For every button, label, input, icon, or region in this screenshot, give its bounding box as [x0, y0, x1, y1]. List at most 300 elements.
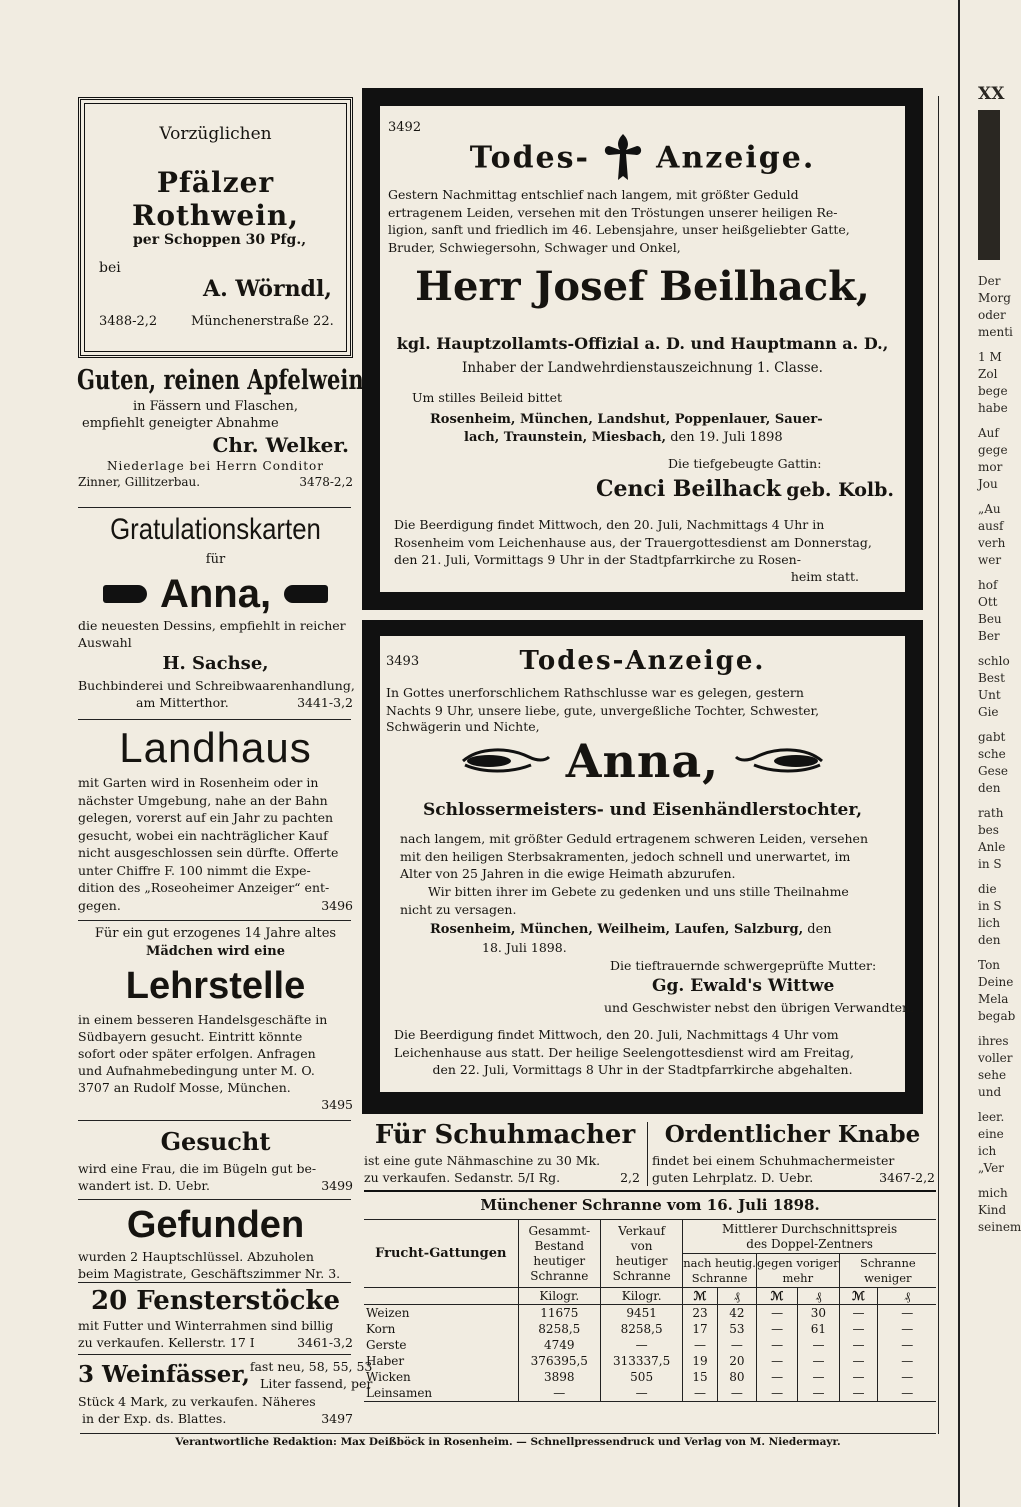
obit1-funeral-line: den 21. Juli, Vormittags 9 Uhr in der Stadtpfarrkirche zu Rosen-	[394, 552, 801, 567]
obit2-family: und Geschwister nebst den übrigen Verwandten.	[604, 1000, 915, 1015]
header-stock-l1: Gesammt-	[528, 1223, 591, 1238]
obit1-widow-nee: geb. Kolb.	[786, 479, 894, 501]
lehrstelle-row	[78, 1045, 353, 1062]
obit1-intro-row	[388, 239, 897, 257]
header-more-l1: gegen voriger	[756, 1255, 839, 1270]
gratulation-l2: Auswahl	[78, 634, 132, 650]
apfelwein-l1: in Fässern und Flaschen,	[133, 399, 298, 414]
cell-stock: 376395,5	[518, 1353, 600, 1369]
obit2-title: Todes-Anzeige.	[519, 646, 766, 676]
gefunden-title: Gefunden	[126, 1204, 305, 1246]
strip-fragment: ich	[978, 1144, 997, 1158]
obit2-name: Anna,	[565, 734, 720, 788]
cell-grain: Gerste	[364, 1337, 518, 1353]
rothwein-headline: Pfälzer Rothwein,	[132, 166, 299, 232]
obit1-funeral-row	[394, 516, 891, 534]
apfelwein-l3: Niederlage bei Herrn Conditor	[106, 459, 324, 473]
ad-fenster	[78, 1285, 353, 1351]
lehrstelle-line: Südbayern gesucht. Eintritt könnte	[78, 1029, 303, 1044]
lehrstelle-line: in einem besseren Handelsgeschäfte in	[78, 1012, 328, 1027]
weinfaesser-l4: in der Exp. ds. Blattes.	[82, 1411, 227, 1426]
header-more-l2: mehr	[782, 1270, 814, 1285]
header-stock-l3: heutiger	[533, 1253, 586, 1268]
schranne-title: Münchener Schranne vom 16. Juli 1898.	[480, 1196, 820, 1214]
mourning-bar	[362, 1092, 923, 1114]
obit2-body-line: nach langem, mit größter Geduld ertragenem schweren Leiden, versehen	[400, 831, 868, 846]
lehrstelle-title: Lehrstelle	[125, 965, 306, 1007]
cell-sold: 313337,5	[601, 1353, 683, 1369]
strip-fragment: den	[978, 933, 1001, 947]
obit1-title-left: Todes-	[469, 140, 590, 176]
divider	[78, 920, 351, 921]
strip-fragment: sche	[978, 747, 1006, 761]
strip-fragment: mich	[978, 1186, 1008, 1200]
landhaus-line: nächster Umgebung, nahe an der Bahn	[78, 792, 328, 808]
strip-fragment: Morg	[978, 291, 1011, 305]
ad-gratulation	[78, 510, 355, 710]
cell-sold: —	[601, 1385, 683, 1402]
weinfaesser-r1: fast neu, 58, 55, 53	[249, 1359, 373, 1374]
lehrstelle-body	[78, 1011, 353, 1096]
cell-sold: 8258,5	[601, 1321, 683, 1337]
obit1-intro-line: ertragenem Leiden, versehen mit den Tröstungen unserer heiligen Re-	[388, 204, 838, 220]
cell-p: —	[717, 1385, 756, 1402]
cell-mm: —	[756, 1353, 797, 1369]
mourning-bar	[362, 620, 923, 636]
cell-lm: —	[839, 1321, 878, 1337]
obit1-funeral-last: heim statt.	[790, 569, 859, 584]
strip-fragment: und	[978, 1085, 1002, 1099]
obit2-occupation: Schlossermeisters- und Eisenhändlerstochter,	[422, 800, 863, 820]
obit1-funeral	[394, 516, 891, 569]
strip-fragment: Deine	[978, 975, 1014, 989]
strip-fragment: begab	[978, 1009, 1016, 1023]
strip-fragment: Unt	[978, 688, 1001, 702]
strip-fragment: Gie	[978, 705, 999, 719]
header-stock	[518, 1220, 600, 1288]
obit1-places2b: den 19. Juli 1898	[670, 430, 783, 445]
strip-fragment: in S	[978, 899, 1002, 913]
divider	[80, 1433, 936, 1434]
obit2-funeral-row	[394, 1044, 891, 1062]
cross-icon	[601, 132, 645, 184]
cell-grain: Korn	[364, 1321, 518, 1337]
gratulation-fur: für	[205, 552, 226, 567]
strip-fragment: ausf	[978, 519, 1004, 533]
obit2-places: Rosenheim, München, Weilheim, Laufen, Salzburg,	[430, 922, 804, 937]
cell-mm: —	[756, 1337, 797, 1353]
schuhmacher-l1: ist eine gute Nähmaschine zu 30 Mk.	[364, 1153, 601, 1168]
landhaus-line: nicht ausgeschlossen sein dürfte. Offerte	[78, 845, 339, 860]
header-today-l1: nach heutig.	[683, 1255, 756, 1270]
gefunden-l2: beim Magistrate, Geschäftszimmer Nr. 3.	[78, 1266, 341, 1281]
header-sale-l2: von	[630, 1238, 653, 1253]
obit1-places1: Rosenheim, München, Landshut, Poppenlauer, Sauer-	[430, 412, 823, 427]
header-less-l2: weniger	[864, 1270, 912, 1285]
cell-lp: —	[901, 1322, 914, 1336]
ad-gesucht	[78, 1124, 353, 1196]
apfelwein-seller: Chr. Welker.	[212, 433, 349, 457]
obit2-intro-line: In Gottes unerforschlichem Rathschlusse war es gelegen, gestern	[386, 685, 804, 700]
unit-pf: ₰	[798, 1288, 839, 1305]
cell-mm: —	[756, 1385, 797, 1402]
strip-fragment: leer.	[978, 1110, 1005, 1124]
gesucht-title: Gesucht	[160, 1127, 271, 1156]
cell-sold: 505	[601, 1369, 683, 1385]
obit2-funeral-last: den 22. Juli, Vormittags 8 Uhr in der Stadtpfarrkirche abgehalten.	[432, 1062, 853, 1077]
cell-sold: 9451	[601, 1305, 683, 1322]
strip-fragment: menti	[978, 325, 1013, 339]
strip-fragment: Zol	[978, 367, 998, 381]
landhaus-line: unter Chiffre F. 100 nimmt die Expe-	[78, 862, 311, 878]
page-gutter	[958, 0, 960, 1507]
cell-mm: —	[756, 1369, 797, 1385]
lehrstelle-number: 3495	[321, 1097, 353, 1112]
ad-apfelwein	[77, 364, 364, 489]
knabe-l1: findet bei einem Schuhmachermeister	[652, 1153, 895, 1168]
knabe-title: Ordentlicher Knabe	[664, 1121, 921, 1148]
lehrstelle-line: und Aufnahmebedingung unter M. O.	[78, 1063, 315, 1078]
cell-mm: —	[756, 1321, 797, 1337]
header-less-l1: Schranne	[859, 1255, 916, 1270]
obit2-body	[400, 830, 885, 883]
strip-fragment: Beu	[978, 612, 1002, 626]
header-grain: Frucht-Gattungen	[364, 1220, 518, 1288]
header-more	[756, 1254, 839, 1288]
strip-fragment: den	[978, 781, 1001, 795]
strip-fragment: eine	[978, 1127, 1004, 1141]
cell-sold: —	[601, 1337, 683, 1353]
strip-fragment: verh	[978, 536, 1006, 550]
column-divider	[647, 1122, 648, 1186]
flourish-icon	[459, 743, 551, 779]
unit-pf: ₰	[717, 1288, 756, 1305]
cell-grain: Haber	[364, 1353, 518, 1369]
strip-big-letter	[978, 110, 1000, 260]
landhaus-row	[78, 827, 353, 845]
cell-stock: 8258,5	[518, 1321, 600, 1337]
rothwein-address: Münchenerstraße 22.	[191, 314, 334, 329]
landhaus-title: Landhaus	[119, 724, 312, 771]
rothwein-number: 3488-2,2	[99, 314, 158, 329]
schuhmacher-number: 2,2	[620, 1170, 640, 1185]
strip-fragment: schlo	[978, 654, 1010, 668]
landhaus-number: 3496	[321, 897, 353, 913]
cell-stock: 4749	[518, 1337, 600, 1353]
column-divider	[938, 96, 939, 1434]
unit-mark: ℳ	[756, 1288, 797, 1305]
cell-p: 20	[717, 1353, 756, 1369]
landhaus-row	[78, 862, 353, 880]
apfelwein-l4: Zinner, Gillitzerbau.	[78, 475, 201, 489]
strip-fragment: Der	[978, 274, 1001, 288]
obit1-beileid: Um stilles Beileid bittet	[412, 390, 562, 405]
landhaus-body	[78, 774, 353, 897]
landhaus-row	[78, 809, 353, 827]
cell-lp: —	[901, 1306, 914, 1320]
cell-m: 15	[683, 1369, 718, 1385]
strip-fragment: 1 M	[978, 350, 1002, 364]
cell-lp: —	[901, 1370, 914, 1384]
obit2-funeral-line: Leichenhause aus statt. Der heilige Seelengottesdienst wird am Freitag,	[394, 1044, 854, 1060]
strip-fragment: Anle	[978, 840, 1006, 854]
divider	[78, 507, 351, 508]
mourning-bar	[362, 88, 923, 106]
divider	[78, 1199, 351, 1200]
imprint: Verantwortliche Redaktion: Max Deißböck in Rosenheim. — Schnellpressendruck und Verlag von M. Niedermayr.	[175, 1436, 841, 1448]
cell-m: 23	[683, 1305, 718, 1322]
strip-fragment: ihres	[978, 1034, 1009, 1048]
strip-fragment: in S	[978, 857, 1002, 871]
weinfaesser-title: 3 Weinfässer,	[78, 1361, 250, 1388]
strip-fragment: seinem	[978, 1220, 1021, 1234]
divider	[364, 1190, 936, 1192]
obit1-gattin: Die tiefgebeugte Gattin:	[668, 456, 822, 471]
ad-gefunden	[78, 1202, 353, 1280]
fenster-l2: zu verkaufen. Kellerstr. 17 I	[78, 1335, 255, 1350]
obit2-intro	[386, 684, 899, 719]
ad-knabe	[650, 1118, 935, 1190]
apfelwein-title: Guten, reinen Apfelwein	[77, 365, 364, 396]
cell-grain: Leinsamen	[364, 1385, 518, 1402]
obit1-intro	[388, 186, 897, 256]
obit2-funeral-line: Die Beerdigung findet Mittwoch, den 20. Juli, Nachmittags 4 Uhr vom	[394, 1027, 839, 1042]
unit-pf: ₰	[904, 1289, 911, 1303]
obit1-name: Herr Josef Beilhack,	[415, 263, 870, 310]
strip-fragment: sehe	[978, 1068, 1007, 1082]
obit2-body-line: Alter von 25 Jahren in die ewige Heimath abzurufen.	[400, 866, 736, 881]
cell-grain: Wicken	[364, 1369, 518, 1385]
mourning-bar	[362, 592, 923, 610]
obit2-funeral	[394, 1026, 891, 1061]
divider	[78, 1120, 351, 1121]
landhaus-row	[78, 879, 353, 897]
cell-mp: —	[798, 1369, 839, 1385]
apfelwein-l2: empfiehlt geneigter Abnahme	[82, 416, 279, 431]
strip-fragment: oder	[978, 308, 1006, 322]
flourish-icon	[734, 743, 826, 779]
obit2-body-row	[400, 830, 885, 848]
table-row	[364, 1305, 936, 1322]
cell-lp: —	[901, 1386, 914, 1400]
gefunden-l1: wurden 2 Hauptschlüssel. Abzuholen	[78, 1249, 314, 1264]
strip-fragment: habe	[978, 401, 1008, 415]
landhaus-row	[78, 844, 353, 862]
obit2-body-row	[400, 848, 885, 866]
strip-fragment: lich	[978, 916, 1001, 930]
strip-fragment: mor	[978, 460, 1003, 474]
fenster-number: 3461-3,2	[297, 1335, 353, 1350]
obit2-bitten2: nicht zu versagen.	[400, 902, 517, 917]
obit1-decoration: Inhaber der Landwehrdienstauszeichnung 1. Classe.	[462, 360, 823, 376]
divider	[78, 1282, 351, 1283]
obit2-bitten: Wir bitten ihrer im Gebete zu gedenken und uns stille Theilnahme	[428, 884, 849, 899]
strip-fragment: „Ver	[978, 1161, 1004, 1175]
obit1-intro-row	[388, 221, 897, 239]
unit-cell-empty	[364, 1288, 518, 1305]
cell-m: —	[683, 1385, 718, 1402]
cell-lm: —	[839, 1353, 878, 1369]
header-sale-l3: heutiger	[615, 1253, 668, 1268]
unit-mark: ℳ	[683, 1288, 718, 1305]
rothwein-price: per Schoppen 30 Pfg.,	[133, 232, 307, 248]
lehrstelle-row	[78, 1028, 353, 1045]
cell-mp: —	[798, 1385, 839, 1402]
cell-mm: —	[756, 1305, 797, 1322]
header-price	[683, 1220, 936, 1254]
table-row	[364, 1337, 936, 1353]
table-row	[364, 1321, 936, 1337]
gratulation-l3: Buchbinderei und Schreibwaarenhandlung,	[78, 677, 355, 693]
cell-lp: —	[901, 1354, 914, 1368]
gesucht-l1: wird eine Frau, die im Bügeln gut be-	[78, 1161, 317, 1176]
strip-fragment: Mela	[978, 992, 1009, 1006]
cell-m: —	[683, 1337, 718, 1353]
obit2-date: 18. Juli 1898.	[482, 940, 567, 955]
obit2-mutter: Die tieftrauernde schwergeprüfte Mutter:	[610, 958, 877, 973]
apfelwein-number: 3478-2,2	[299, 475, 353, 489]
strip-fragment: Ber	[978, 629, 1000, 643]
obit1-funeral-line: Rosenheim vom Leichenhause aus, der Trauergottesdienst am Donnerstag,	[394, 534, 872, 550]
table-row	[364, 1369, 936, 1385]
strip-fragment: die	[978, 882, 997, 896]
obit1-intro-row	[388, 204, 897, 222]
table-row	[364, 1385, 936, 1402]
header-sale	[601, 1220, 683, 1288]
strip-top: XX	[978, 84, 1005, 104]
cell-p: —	[717, 1337, 756, 1353]
strip-fragment: hof	[978, 578, 998, 592]
cell-lm: —	[839, 1305, 878, 1322]
obit1-intro-row	[388, 186, 897, 204]
schranne-table	[364, 1219, 936, 1402]
landhaus-line: gesucht, wobei ein nachträglicher Kauf	[78, 827, 328, 843]
landhaus-line: mit Garten wird in Rosenheim oder in	[78, 775, 319, 790]
strip-fragment: gabt	[978, 730, 1006, 744]
gratulation-title: Gratulationskarten	[110, 513, 321, 546]
obit2-body-line: mit den heiligen Sterbsakramenten, jedoch schnell und unerwartet, im	[400, 848, 851, 864]
cell-stock: 3898	[518, 1369, 600, 1385]
lehrstelle-row	[78, 1011, 353, 1028]
cell-lp: —	[901, 1338, 914, 1352]
obit2-body-row	[400, 865, 885, 883]
cell-mp: 61	[798, 1321, 839, 1337]
cell-stock: 11675	[518, 1305, 600, 1322]
landhaus-last: gegen.	[78, 897, 121, 913]
strip-fragment: rath	[978, 806, 1004, 820]
weinfaesser-l3: Stück 4 Mark, zu verkaufen. Näheres	[78, 1394, 316, 1409]
schuhmacher-title: Für Schuhmacher	[374, 1120, 636, 1150]
lehrstelle-row	[78, 1062, 353, 1079]
strip-fragment: Ott	[978, 595, 998, 609]
fenster-l1: mit Futter und Winterrahmen sind billig	[78, 1318, 334, 1333]
strip-fragment: „Au	[978, 502, 1001, 516]
cell-grain: Weizen	[364, 1305, 518, 1322]
unit-kilogr: Kilogr.	[601, 1288, 683, 1305]
lehrstelle-l1: Für ein gut erzogenes 14 Jahre altes	[94, 926, 337, 941]
weinfaesser-r2: Liter fassend, per	[260, 1376, 373, 1391]
cell-lm: —	[839, 1337, 878, 1353]
gratulation-seller: H. Sachse,	[162, 652, 269, 674]
landhaus-row	[78, 792, 353, 810]
cell-m: 19	[683, 1353, 718, 1369]
ad-landhaus	[78, 722, 353, 918]
cell-stock: —	[518, 1385, 600, 1402]
cell-p: 42	[717, 1305, 756, 1322]
gratulation-l4: am Mitterthor.	[136, 694, 229, 710]
gratulation-l1-text: die neuesten Dessins, empfiehlt in reicher	[78, 617, 346, 633]
obit2-number: 3493	[386, 654, 420, 669]
header-today-l2: Schranne	[691, 1270, 748, 1285]
cell-m: 17	[683, 1321, 718, 1337]
unit-kilogr: Kilogr.	[518, 1288, 600, 1305]
strip-fragment: Ton	[978, 958, 1001, 972]
cell-mp: —	[798, 1337, 839, 1353]
knabe-number: 3467-2,2	[879, 1170, 935, 1185]
obit1-funeral-line: Die Beerdigung findet Mittwoch, den 20. Juli, Nachmittags 4 Uhr in	[394, 517, 825, 532]
weinfaesser-number: 3497	[321, 1411, 353, 1426]
header-price-l1: Mittlerer Durchschnittspreis	[722, 1221, 898, 1236]
obit2-funeral-row	[394, 1026, 891, 1044]
schranne-rows	[364, 1305, 936, 1402]
cell-p: 53	[717, 1321, 756, 1337]
strip-fragments	[964, 273, 1021, 1236]
landhaus-line: dition des „Roseoheimer Anzeiger“ ent-	[78, 880, 330, 895]
header-less	[839, 1254, 936, 1288]
strip-fragment: Jou	[978, 477, 998, 491]
obit2-intro-line: Nachts 9 Uhr, unsere liebe, gute, unvergeßliche Tochter, Schwester,	[386, 702, 820, 718]
strip-fragment: Best	[978, 671, 1005, 685]
gesucht-number: 3499	[321, 1178, 353, 1193]
obit1-title-right: Anzeige.	[656, 140, 816, 176]
strip-fragment: gege	[978, 443, 1008, 457]
strip-fragment: Auf	[978, 426, 999, 440]
knabe-l2: guten Lehrplatz. D. Uebr.	[652, 1170, 814, 1185]
lehrstelle-l2: Mädchen wird eine	[145, 944, 286, 959]
cell-lm: —	[839, 1385, 878, 1402]
next-page-edge	[964, 0, 1021, 1507]
obit1-widow: Cenci Beilhack	[596, 476, 782, 502]
ad-schuhmacher	[364, 1118, 646, 1190]
obit2-intro-row	[386, 702, 899, 720]
header-price-l2: des Doppel-Zentners	[746, 1236, 873, 1251]
cell-mp: 30	[798, 1305, 839, 1322]
divider	[78, 719, 351, 720]
obit1-number: 3492	[388, 120, 422, 135]
landhaus-line: gelegen, vorerst auf ein Jahr zu pachten	[78, 810, 334, 825]
rothwein-line1: Vorzüglichen	[159, 124, 272, 144]
unit-mark: ℳ	[839, 1288, 878, 1305]
strip-fragment: Kind	[978, 1203, 1007, 1217]
header-sale-l1: Verkauf	[618, 1223, 666, 1238]
obituary-anna	[362, 636, 923, 1092]
cell-p: 80	[717, 1369, 756, 1385]
obituary-beilhack	[362, 106, 923, 610]
obit2-widow: Gg. Ewald's Wittwe	[652, 976, 835, 996]
cell-lm: —	[839, 1369, 878, 1385]
obit1-rank: kgl. Hauptzollamts-Offizial a. D. und Hauptmann a. D.,	[396, 334, 889, 353]
obit1-intro-line: ligion, sanft und friedlich im 46. Lebensjahre, unser heißgeliebter Gatte,	[388, 222, 850, 237]
lehrstelle-row	[78, 1079, 353, 1096]
ad-rothwein	[78, 97, 353, 358]
strip-fragment: bes	[978, 823, 999, 837]
lehrstelle-line: 3707 an Rudolf Mosse, München.	[78, 1080, 291, 1095]
obit2-intro-last: Schwägerin und Nichte,	[386, 719, 540, 734]
fenster-title: 20 Fensterstöcke	[91, 1286, 340, 1316]
obit1-intro-line: Bruder, Schwiegersohn, Schwager und Onkel,	[388, 239, 681, 255]
divider	[78, 1354, 351, 1355]
pointing-hand-icon	[103, 585, 147, 603]
